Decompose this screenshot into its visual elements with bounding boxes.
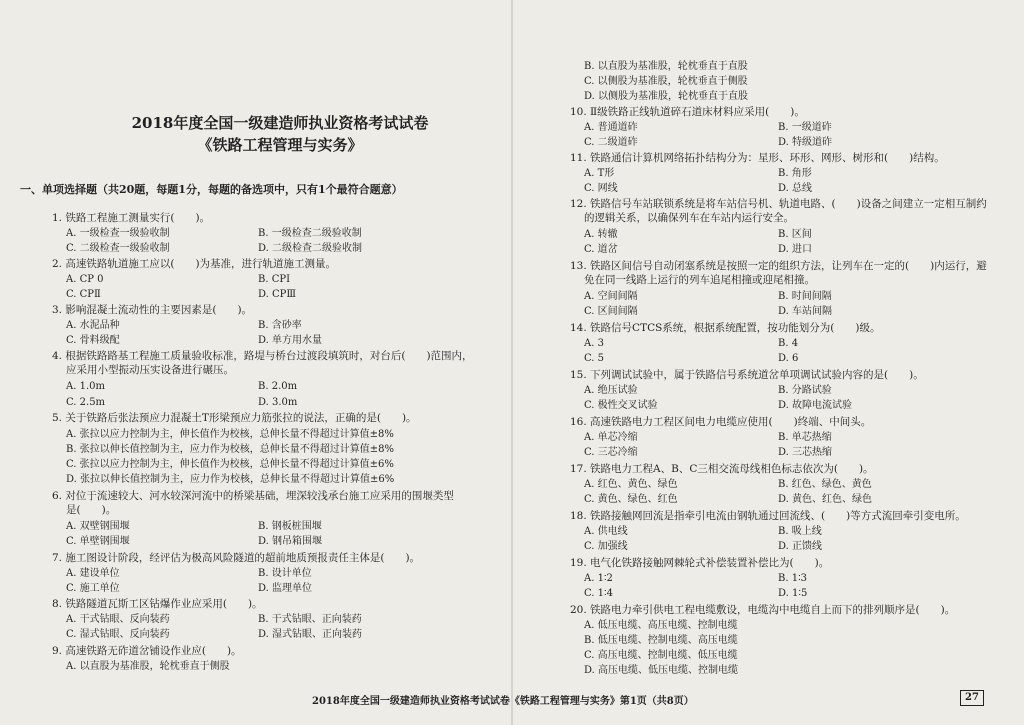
q9-option-b: B. 以直股为基准股，轮枕垂直于直股 xyxy=(584,61,748,72)
q1-option-d: D. 二级检查二级验收制 xyxy=(258,243,363,254)
q17-option-a: A. 红色、黄色、绿色 xyxy=(584,479,678,490)
q17-option-c: C. 黄色、绿色、红色 xyxy=(584,494,678,505)
q1-option-c: C. 二级检查一级验收制 xyxy=(66,243,170,254)
question-6: 6. 对位于流速较大、河水较深河流中的桥梁基础，埋深较浅承台施工应采用的围堰类型 xyxy=(52,490,454,502)
question-14: 14. 铁路信号CTCS系统，根据系统配置，按功能划分为( )级。 xyxy=(570,322,881,334)
question-16: 16. 高速铁路电力工程区间电力电缆应使用( )终端、中间头。 xyxy=(570,416,872,428)
q13-option-d: D. 车站间隔 xyxy=(778,306,833,317)
q4-option-b: B. 2.0m xyxy=(258,381,298,392)
q16-option-b: B. 单芯热缩 xyxy=(778,432,832,443)
question-18: 18. 铁路接触网回流是指牵引电流由钢轨通过回流线、( )等方式流回牵引变电所。 xyxy=(570,510,966,522)
question-11: 11. 铁路通信计算机网络拓扑结构分为：星形、环形、网形、树形和( )结构。 xyxy=(570,152,945,164)
q16-option-a: A. 单芯冷缩 xyxy=(584,432,638,443)
q3-option-d: D. 单方用水量 xyxy=(258,335,323,346)
question-9: 9. 高速铁路无砟道岔铺设作业应( )。 xyxy=(52,645,242,657)
section-heading: 一、单项选择题（共20题，每题1分，每题的备选项中，只有1个最符合题意） xyxy=(20,183,403,196)
q9-option-a: A. 以直股为基准股，轮枕垂直于侧股 xyxy=(66,661,230,672)
q15-option-b: B. 分路试验 xyxy=(778,385,832,396)
question-6-cont: 是( )。 xyxy=(66,504,117,516)
q8-option-c: C. 湿式钻眼、反向装药 xyxy=(66,629,170,640)
question-13: 13. 铁路区间信号自动闭塞系统是按照一定的组织方法，让列车在一定的( )内运行，避 xyxy=(570,260,987,272)
q18-option-a: A. 供电线 xyxy=(584,526,628,537)
q11-option-b: B. 角形 xyxy=(778,168,812,179)
q16-option-d: D. 三芯热缩 xyxy=(778,447,833,458)
q13-option-a: A. 空间间隔 xyxy=(584,291,638,302)
q5-option-a: A. 张拉以应力控制为主，伸长值作为校核，总伸长量不得超过计算值±8% xyxy=(66,429,394,440)
q5-option-b: B. 张拉以伸长值控制为主，应力作为校核，总伸长量不得超过计算值±8% xyxy=(66,444,394,455)
q6-option-a: A. 双壁钢围堰 xyxy=(66,521,130,532)
question-20: 20. 铁路电力牵引供电工程电缆敷设，电缆沟中电缆自上而下的排列顺序是( )。 xyxy=(570,604,956,616)
q5-option-c: C. 张拉以应力控制为主，伸长值作为校核，总伸长量不得超过计算值±6% xyxy=(66,459,394,470)
q3-option-c: C. 骨料级配 xyxy=(66,335,120,346)
q14-option-d: D. 6 xyxy=(778,353,799,364)
q11-option-c: C. 网线 xyxy=(584,183,618,194)
q15-option-c: C. 极性交叉试验 xyxy=(584,400,658,411)
q4-option-d: D. 3.0m xyxy=(258,397,298,408)
q1-option-a: A. 一级检查一级验收制 xyxy=(66,228,170,239)
q15-option-d: D. 故障电流试验 xyxy=(778,400,853,411)
q14-option-a: A. 3 xyxy=(584,338,604,349)
q18-option-d: D. 正馈线 xyxy=(778,541,823,552)
q9-option-d: D. 以侧股为基准股，轮枕垂直于直股 xyxy=(584,91,749,102)
exam-subtitle: 《铁路工程管理与实务》 xyxy=(197,136,363,154)
q11-option-a: A. T形 xyxy=(584,168,615,179)
q14-option-b: B. 4 xyxy=(778,338,799,349)
q12-option-b: B. 区间 xyxy=(778,229,812,240)
q10-option-a: A. 普通道砟 xyxy=(584,122,638,133)
q11-option-d: D. 总线 xyxy=(778,183,813,194)
question-13-cont: 免在同一线路上运行的列车追尾相撞或迎尾相撞。 xyxy=(584,274,815,286)
q7-option-a: A. 建设单位 xyxy=(66,568,120,579)
q16-option-c: C. 三芯冷缩 xyxy=(584,447,638,458)
q6-option-d: D. 钢吊箱围堰 xyxy=(258,536,323,547)
q2-option-d: D. CPⅢ xyxy=(258,289,297,300)
question-1: 1. 铁路工程施工测量实行( )。 xyxy=(52,212,211,224)
q10-option-b: B. 一级道砟 xyxy=(778,122,832,133)
q3-option-a: A. 水泥品种 xyxy=(66,320,120,331)
q10-option-c: C. 二级道砟 xyxy=(584,137,638,148)
question-5: 5. 关于铁路后张法预应力混凝土T形梁预应力筋张拉的说法，正确的是( )。 xyxy=(52,412,417,424)
q7-option-b: B. 设计单位 xyxy=(258,568,312,579)
q20-option-b: B. 低压电缆、控制电缆、高压电缆 xyxy=(584,635,738,646)
q7-option-d: D. 监理单位 xyxy=(258,583,313,594)
q4-option-c: C. 2.5m xyxy=(66,397,106,408)
q14-option-c: C. 5 xyxy=(584,353,605,364)
question-12-cont: 的逻辑关系，以确保列车在车站内运行安全。 xyxy=(584,212,794,224)
exam-title: 2018年度全国一级建造师执业资格考试试卷 xyxy=(131,114,429,132)
question-4: 4. 根据铁路路基工程施工质量验收标准，路堤与桥台过渡段填筑时，对台后( )范围内， xyxy=(52,350,473,362)
q18-option-b: B. 吸上线 xyxy=(778,526,822,537)
q2-option-c: C. CPⅡ xyxy=(66,289,101,300)
q12-option-a: A. 转辙 xyxy=(584,229,618,240)
q4-option-a: A. 1.0m xyxy=(66,381,105,392)
q5-option-d: D. 张拉以伸长值控制为主，应力作为校核，总伸长量不得超过计算值±6% xyxy=(66,474,395,485)
q8-option-b: B. 干式钻眼、正向装药 xyxy=(258,614,362,625)
page-footer: 2018年度全国一级建造师执业资格考试试卷《铁路工程管理与实务》第1页（共8页） xyxy=(312,696,694,707)
page-number: 27 xyxy=(960,690,984,706)
q8-option-a: A. 干式钻眼、反向装药 xyxy=(66,614,170,625)
q7-option-c: C. 施工单位 xyxy=(66,583,120,594)
q6-option-c: C. 单壁钢围堰 xyxy=(66,536,130,547)
q9-option-c: C. 以侧股为基准股，轮枕垂直于侧股 xyxy=(584,76,748,87)
q3-option-b: B. 含砂率 xyxy=(258,320,302,331)
question-8: 8. 铁路隧道瓦斯工区钻爆作业应采用( )。 xyxy=(52,598,263,610)
question-17: 17. 铁路电力工程A、B、C三相交流母线相色标志依次为( )。 xyxy=(570,463,874,475)
page-fold xyxy=(511,0,513,725)
q2-option-a: A. CP 0 xyxy=(66,274,104,285)
q1-option-b: B. 一级检查二级验收制 xyxy=(258,228,362,239)
q18-option-c: C. 加强线 xyxy=(584,541,628,552)
question-12: 12. 铁路信号车站联锁系统是将车站信号机、轨道电路、( )设备之间建立一定相互制约 xyxy=(570,198,987,210)
q17-option-b: B. 红色、绿色、黄色 xyxy=(778,479,872,490)
q15-option-a: A. 绝压试验 xyxy=(584,385,638,396)
question-7: 7. 施工图设计阶段，经评估为极高风险隧道的超前地质预报责任主体是( )。 xyxy=(52,552,421,564)
q19-option-b: B. 1∶3 xyxy=(778,573,808,584)
q2-option-b: B. CPⅠ xyxy=(258,274,291,285)
q20-option-d: D. 高压电缆、低压电缆、控制电缆 xyxy=(584,665,739,676)
q19-option-d: D. 1∶5 xyxy=(778,588,808,599)
q19-option-a: A. 1∶2 xyxy=(584,573,613,584)
q20-option-a: A. 低压电缆、高压电缆、控制电缆 xyxy=(584,620,738,631)
question-2: 2. 高速铁路轨道施工应以( )为基准，进行轨道施工测量。 xyxy=(52,258,337,270)
question-3: 3. 影响混凝土流动性的主要因素是( )。 xyxy=(52,304,253,316)
q17-option-d: D. 黄色、红色、绿色 xyxy=(778,494,873,505)
q12-option-c: C. 道岔 xyxy=(584,244,618,255)
q10-option-d: D. 特级道砟 xyxy=(778,137,833,148)
q13-option-c: C. 区间间隔 xyxy=(584,306,638,317)
q12-option-d: D. 进口 xyxy=(778,244,813,255)
question-19: 19. 电气化铁路接触网棘轮式补偿装置补偿比为( )。 xyxy=(570,557,830,569)
question-4-cont: 应采用小型振动压实设备进行碾压。 xyxy=(66,364,234,376)
question-10: 10. Ⅱ级铁路正线轨道碎石道床材料应采用( )。 xyxy=(570,106,805,118)
q6-option-b: B. 钢板桩围堰 xyxy=(258,521,322,532)
q8-option-d: D. 湿式钻眼、正向装药 xyxy=(258,629,363,640)
q13-option-b: B. 时间间隔 xyxy=(778,291,832,302)
q20-option-c: C. 高压电缆、控制电缆、低压电缆 xyxy=(584,650,738,661)
question-15: 15. 下列调试试验中，属于铁路信号系统道岔单项调试试验内容的是( )。 xyxy=(570,369,924,381)
q19-option-c: C. 1∶4 xyxy=(584,588,613,599)
